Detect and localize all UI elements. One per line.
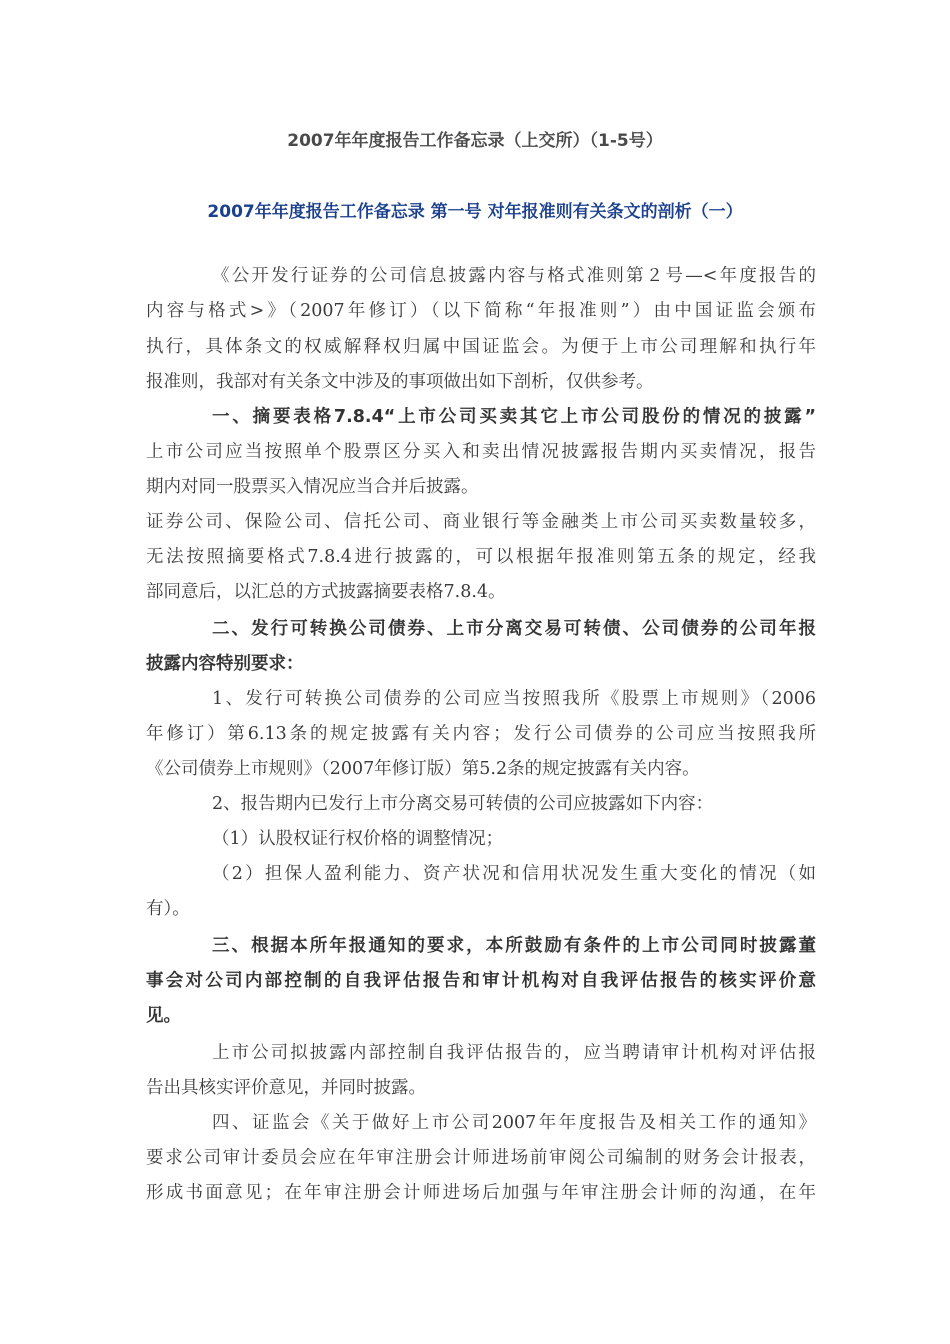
paragraph-line: （2）担保人盈利能力、资产状况和信用状况发生重大变化的情况（如	[212, 864, 816, 884]
paragraph-line: 告出具核实评价意见，并同时披露。	[146, 1078, 426, 1098]
section-heading: 二、发行可转换公司债券、上市分离交易可转债、公司债券的公司年报	[212, 619, 816, 639]
section-heading: 一、摘要表格7.8.4“上市公司买卖其它上市公司股份的情况的披露”	[212, 407, 816, 427]
paragraph-line: 《公开发行证券的公司信息披露内容与格式准则第２号—<年度报告的	[212, 266, 816, 286]
paragraph-line: 《公司债券上市规则》（2007年修订版）第5.2条的规定披露有关内容。	[146, 759, 700, 779]
paragraph-line: 2、报告期内已发行上市分离交易可转债的公司应披露如下内容：	[212, 794, 714, 814]
section-heading: 披露内容特别要求：	[146, 654, 304, 674]
paragraph-line: 形成书面意见；在年审注册会计师进场后加强与年审注册会计师的沟通，在年	[146, 1183, 816, 1203]
paragraph-line: 上市公司拟披露内部控制自我评估报告的，应当聘请审计机构对评估报	[212, 1043, 816, 1063]
section-heading: 见。	[146, 1006, 181, 1026]
paragraph-line: 无法按照摘要格式7.8.4进行披露的，可以根据年报准则第五条的规定，经我	[146, 547, 816, 567]
paragraph-line: 年修订）第6.13条的规定披露有关内容；发行公司债券的公司应当按照我所	[146, 724, 816, 744]
paragraph-line: 报准则，我部对有关条文中涉及的事项做出如下剖析，仅供参考。	[146, 372, 654, 392]
paragraph-line: 1、发行可转换公司债券的公司应当按照我所《股票上市规则》（2006	[212, 689, 816, 709]
paragraph-line: 上市公司应当按照单个股票区分买入和卖出情况披露报告期内买卖情况，报告	[146, 442, 816, 462]
paragraph-line: 内容与格式>》（2007年修订）（以下简称“年报准则”）由中国证监会颁布	[146, 301, 816, 321]
section-heading: 事会对公司内部控制的自我评估报告和审计机构对自我评估报告的核实评价意	[146, 971, 816, 991]
section-heading: 三、根据本所年报通知的要求，本所鼓励有条件的上市公司同时披露董	[212, 936, 816, 956]
document-subtitle: 2007年年度报告工作备忘录 第一号 对年报准则有关条文的剖析（一）	[207, 202, 743, 222]
paragraph-line: 执行，具体条文的权威解释权归属中国证监会。为便于上市公司理解和执行年	[146, 337, 816, 357]
paragraph-line: 要求公司审计委员会应在年审注册会计师进场前审阅公司编制的财务会计报表，	[146, 1148, 816, 1168]
paragraph-line: （1）认股权证行权价格的调整情况；	[212, 829, 504, 849]
paragraph-line: 四、证监会《关于做好上市公司2007年年度报告及相关工作的通知》	[212, 1113, 816, 1133]
paragraph-line: 有）。	[146, 899, 190, 919]
paragraph-line: 部同意后，以汇总的方式披露摘要表格7.8.4。	[146, 582, 506, 602]
document-title: 2007年年度报告工作备忘录（上交所）（1-5号）	[287, 131, 663, 151]
paragraph-line: 证券公司、保险公司、信托公司、商业银行等金融类上市公司买卖数量较多，	[146, 512, 816, 532]
paragraph-line: 期内对同一股票买入情况应当合并后披露。	[146, 477, 479, 497]
